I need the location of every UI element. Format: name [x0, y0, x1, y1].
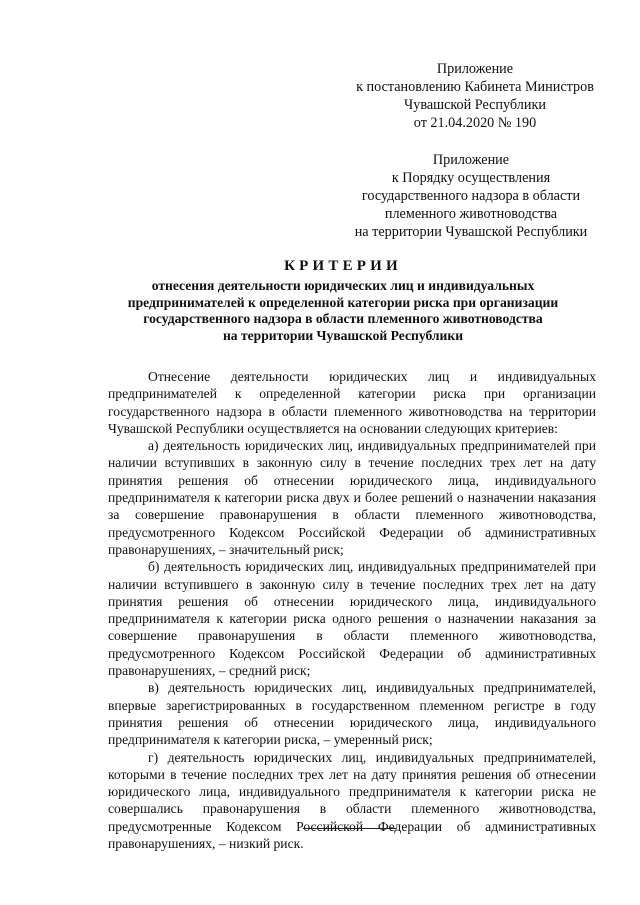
document-body: [108, 368, 596, 852]
closing-divider: [303, 828, 396, 829]
attachment-line: на территории Чувашской Республики: [354, 224, 588, 240]
criterion-item-d: г) деятельность юридических лиц, индивидуальных предпринимателей, которыми в течение последних трех лет на дату принятия решения об отнесении юридического лица, индивидуального предпринимателя к категории риска не совершались правонарушения в области племенного животноводства, предусмотренные Кодексом Российской Федерации об административных правонарушениях, – низкий риск.: [108, 749, 596, 852]
attachment-line: государственного надзора в области: [361, 188, 581, 204]
criterion-item-c: в) деятельность юридических лиц, индивидуальных предпринимателей, впервые зарегистрированных в государственном племенном регистре в году принятия решения об отнесении юридического лица, индивидуального предпринимателя к категории риска, – умеренный риск;: [108, 680, 596, 748]
attachment-line: от 21.04.2020 № 190: [413, 115, 537, 131]
document-title: [108, 256, 578, 344]
attachment-block-procedure: [340, 151, 602, 241]
subtitle-line: на территории Чувашской Республики: [222, 327, 464, 343]
criterion-item-a: а) деятельность юридических лиц, индивидуальных предпринимателей при наличии вступивших в законную силу в течение последних трех лет на дату принятия решения об отнесении юридического лица, индивидуального предпринимателя к категории риска двух и более решений о назначении наказания за совершение правонарушения в области племенного животноводства, предусмотренного Кодексом Российской Федерации об административных правонарушениях, – значительный риск;: [108, 438, 596, 557]
criterion-item-b: б) деятельность юридических лиц, индивидуальных предпринимателей при наличии вступившего в законную силу в течение последних трех лет на дату принятия решения об отнесении юридического лица, индивидуального предпринимателя к категории риска одного решения о назначении наказания за совершение правонарушения в области племенного животноводства, предусмотренного Кодексом Российской Федерации об административных правонарушениях, – средний риск;: [108, 559, 596, 679]
attachment-line: к Порядку осуществления: [391, 170, 551, 186]
title-subtitle: [108, 278, 578, 344]
attachment-line: племенного животноводства: [384, 206, 558, 222]
attachment-block-resolution: [350, 60, 600, 132]
subtitle-line: отнесения деятельности юридических лиц и индивидуальных: [151, 278, 535, 293]
attachment-line: Приложение: [436, 61, 514, 77]
subtitle-line: предпринимателей к определенной категории риска при организации: [127, 294, 559, 310]
attachment-line: к постановлению Кабинета Министров: [356, 79, 594, 95]
subtitle-line: государственного надзора в области племенного животноводства: [143, 311, 543, 326]
intro-paragraph: Отнесение деятельности юридических лиц и индивидуальных предпринимателей к определенной категории риска при организации государственного надзора в области племенного животноводства на территории Чувашской Республики осуществляется на основании следующих критериев:: [108, 369, 596, 436]
attachment-line: Приложение: [432, 152, 510, 168]
title-heading: КРИТЕРИИ: [284, 258, 402, 274]
attachment-line: Чувашской Республики: [404, 97, 546, 113]
